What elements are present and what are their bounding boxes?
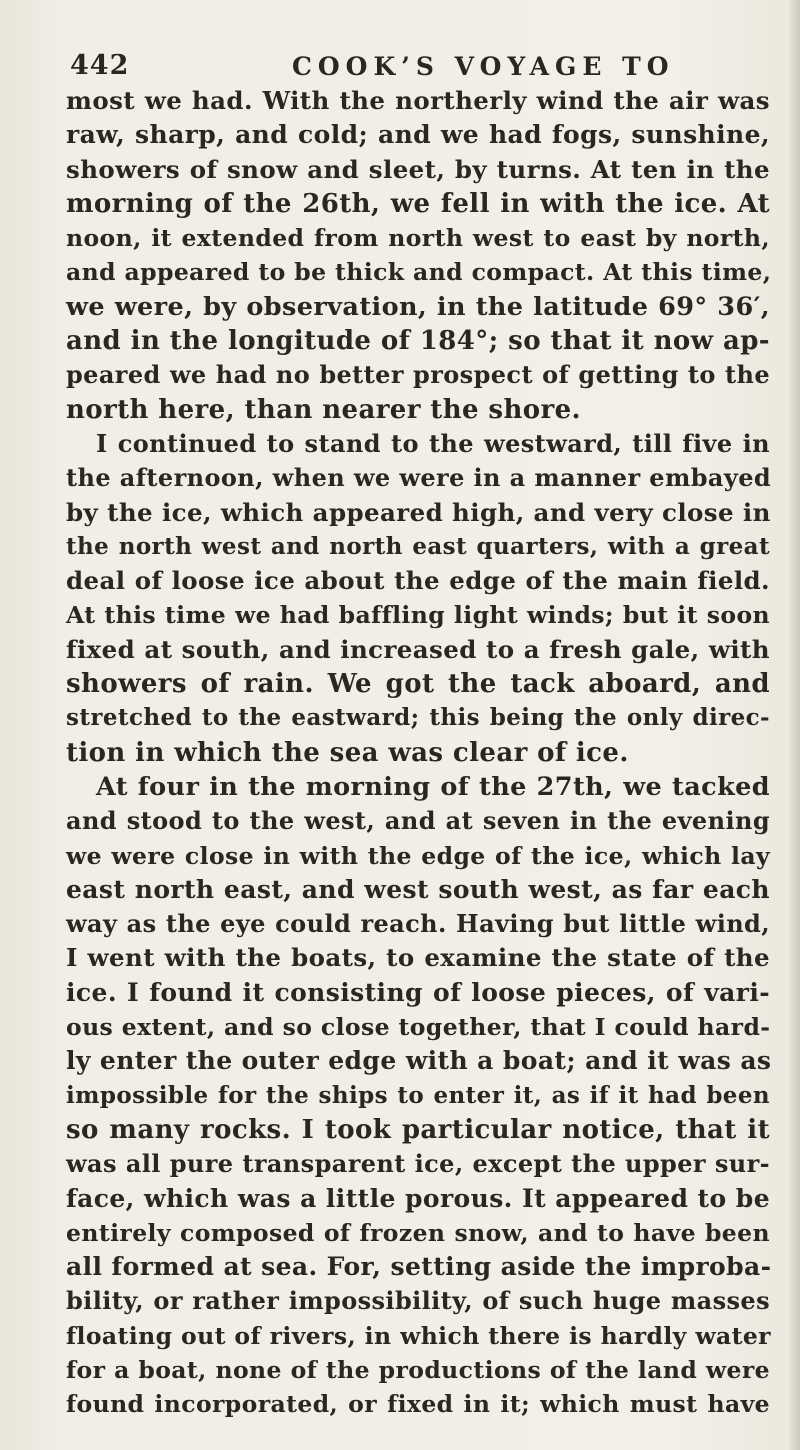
text-line: we were close in with the edge of the ice, which lay xyxy=(66,841,770,870)
text-line: fixed at south, and increased to a fresh gale, with xyxy=(66,634,770,664)
text-line: showers of rain. We got the tack aboard, and xyxy=(66,669,770,700)
running-head xyxy=(70,44,770,84)
text-line: bility, or rather impossibility, of such huge masses xyxy=(66,1286,770,1316)
text-line: At this time we had baffling light winds; but it soon xyxy=(66,601,770,630)
text-line: was all pure transparent ice, except the upper sur- xyxy=(66,1149,770,1179)
text-line: raw, sharp, and cold; and we had fogs, sunshine, xyxy=(66,120,770,150)
page-edge-shadow xyxy=(786,0,800,1450)
text-line: tion in which the sea was clear of ice. xyxy=(66,737,629,768)
text-line: morning of the 26th, we fell in with the ice. At xyxy=(66,188,770,219)
text-line: At four in the morning of the 27th, we tacked xyxy=(96,771,770,802)
text-line: and appeared to be thick and compact. At this time, xyxy=(66,258,772,287)
text-line: and stood to the west, and at seven in the evening xyxy=(66,806,770,836)
text-line: way as the eye could reach. Having but little wind, xyxy=(66,909,770,939)
text-line: entirely composed of frozen snow, and to have been xyxy=(66,1218,770,1247)
text-line: the afternoon, when we were in a manner embayed xyxy=(66,463,772,493)
page-number: 442 xyxy=(70,50,130,81)
text-line: face, which was a little porous. It appeared to be xyxy=(66,1183,770,1213)
text-line: ous extent, and so close together, that I could hard- xyxy=(66,1013,771,1042)
text-line: the north west and north east quarters, with a great xyxy=(66,532,770,560)
text-line: deal of loose ice about the edge of the main field. xyxy=(66,566,770,596)
body-text xyxy=(66,84,770,1422)
text-line: by the ice, which appeared high, and very close in xyxy=(66,497,771,527)
text-line: peared we had no better prospect of getting to the xyxy=(66,360,770,390)
text-line: east north east, and west south west, as far each xyxy=(66,874,770,904)
text-line: found incorporated, or fixed in it; which must have xyxy=(66,1390,770,1419)
running-title: COOK’S VOYAGE TO xyxy=(292,52,675,81)
text-line: ly enter the outer edge with a boat; and it was as xyxy=(66,1046,772,1076)
text-line: all formed at sea. For, setting aside the improba- xyxy=(66,1252,772,1282)
text-line: north here, than nearer the shore. xyxy=(66,394,581,425)
text-line: we were, by observation, in the latitude 69° 36′, xyxy=(66,291,770,322)
text-line: showers of snow and sleet, by turns. At ten in the xyxy=(66,154,770,184)
text-line: I continued to stand to the westward, till five in xyxy=(96,428,770,458)
text-line: most we had. With the northerly wind the air was xyxy=(66,86,770,115)
text-line: so many rocks. I took particular notice, that it xyxy=(66,1114,770,1145)
text-line: floating out of rivers, in which there is hardly water xyxy=(66,1321,771,1350)
text-line: and in the longitude of 184°; so that it now ap- xyxy=(66,326,770,357)
text-line: noon, it extended from north west to east by north, xyxy=(66,224,770,253)
text-line: I went with the boats, to examine the state of the xyxy=(66,943,770,973)
text-line: for a boat, none of the productions of the land were xyxy=(66,1355,770,1384)
text-line: stretched to the eastward; this being the only direc- xyxy=(66,704,770,732)
text-line: ice. I found it consisting of loose pieces, of vari- xyxy=(66,977,770,1007)
text-line: impossible for the ships to enter it, as if it had been xyxy=(66,1081,770,1109)
